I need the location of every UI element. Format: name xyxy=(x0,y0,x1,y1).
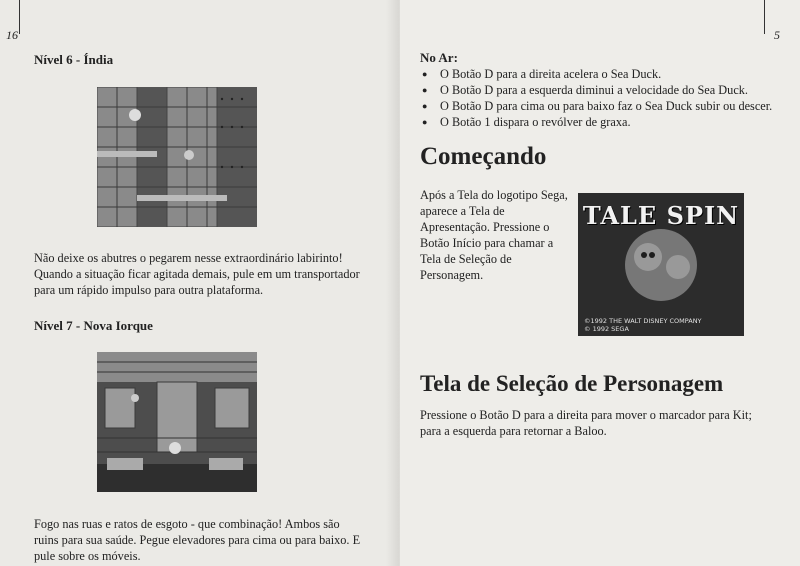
copyright-sega: © 1992 SEGA xyxy=(584,325,629,333)
crop-mark xyxy=(764,0,765,34)
level7-caption: Fogo nas ruas e ratos de esgoto - que combinação! Ambos são ruins para sua saúde. Pegue elevadores para cima ou para baixo. E pule sobre os móveis. xyxy=(34,517,361,563)
bullet-item: ● O Botão D para a direita acelera o Sea Duck. xyxy=(420,66,772,82)
level6-screenshot xyxy=(97,87,257,227)
selecao-text: Pressione o Botão D para a direita para mover o marcador para Kit; para a esquerda para retornar a Baloo. xyxy=(420,408,752,438)
copyright-disney: ©1992 THE WALT DISNEY COMPANY xyxy=(584,317,702,325)
comecando-heading: Começando xyxy=(420,143,547,170)
tale-spin-logo: TALE SPIN xyxy=(582,201,740,230)
no-ar-heading: No Ar: xyxy=(420,50,458,65)
right-page xyxy=(400,0,800,566)
title-screen-screenshot xyxy=(578,193,744,336)
no-ar-bullet-list xyxy=(420,66,772,130)
page-number: 16 xyxy=(6,28,18,42)
level7-heading: Nível 7 - Nova Iorque xyxy=(34,318,153,333)
page-number: 5 xyxy=(774,28,780,42)
bullet-item: ● O Botão 1 dispara o revólver de graxa. xyxy=(420,114,772,130)
level6-caption: Não deixe os abutres o pegarem nesse extraordinário labirinto! Quando a situação ficar agitada demais, pule em um transportador para um rápido impulso para outra plataforma. xyxy=(34,251,360,297)
bullet-item: ● O Botão D para cima ou para baixo faz o Sea Duck subir ou descer. xyxy=(420,98,772,114)
crop-mark xyxy=(19,0,20,34)
bullet-item: ● O Botão D para a esquerda diminui a velocidade do Sea Duck. xyxy=(420,82,772,98)
selecao-heading: Tela de Seleção de Personagem xyxy=(420,371,724,396)
level7-screenshot xyxy=(97,352,257,492)
level6-heading: Nível 6 - Índia xyxy=(34,52,114,67)
comecando-text: Após a Tela do logotipo Sega, aparece a Tela de Apresentação. Pressione o Botão Início para chamar a Tela de Seleção de Personagem. xyxy=(420,188,568,282)
